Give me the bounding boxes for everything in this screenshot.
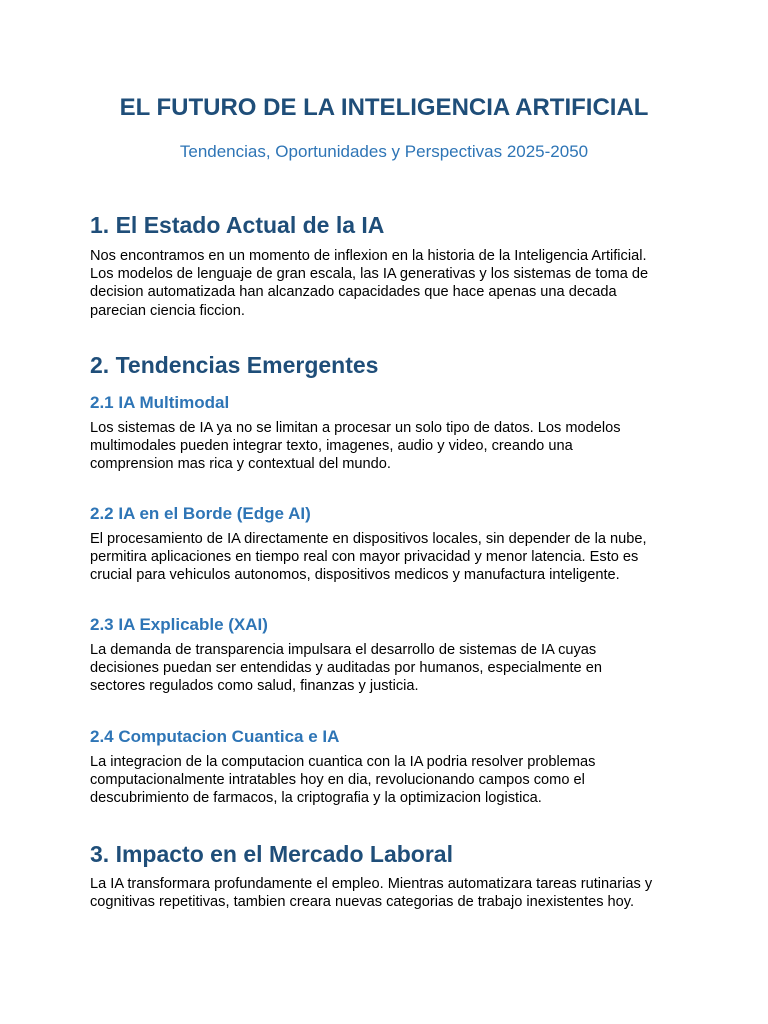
paragraph-line: descubrimiento de farmacos, la criptografia y la optimizacion logistica. <box>90 790 542 807</box>
section-3-paragraph <box>90 875 690 911</box>
paragraph-line: computacionalmente intratables hoy en dia, revolucionando campos como el <box>90 772 585 789</box>
section-1-paragraph <box>90 247 690 320</box>
paragraph-line: sectores regulados como salud, finanzas y justicia. <box>90 678 419 695</box>
paragraph-line: decisiones puedan ser entendidas y auditadas por humanos, especialmente en <box>90 660 602 677</box>
subsection-2-4-paragraph <box>90 753 690 808</box>
paragraph-line: crucial para vehiculos autonomos, dispositivos medicos y manufactura inteligente. <box>90 567 620 584</box>
paragraph-line: La demanda de transparencia impulsara el desarrollo de sistemas de IA cuyas <box>90 642 597 658</box>
document-title: EL FUTURO DE LA INTELIGENCIA ARTIFICIAL <box>119 94 649 121</box>
paragraph-line: La integracion de la computacion cuantica con la IA podria resolver problemas <box>90 754 596 770</box>
paragraph-line: parecian ciencia ficcion. <box>90 302 245 319</box>
subsection-2-2-heading: 2.2 IA en el Borde (Edge AI) <box>90 504 311 523</box>
subsection-2-1-paragraph <box>90 419 690 474</box>
paragraph-line: El procesamiento de IA directamente en dispositivos locales, sin depender de la nube, <box>90 531 647 547</box>
subsection-2-4-heading: 2.4 Computacion Cuantica e IA <box>90 727 340 746</box>
paragraph-line: Los modelos de lenguaje de gran escala, las IA generativas y los sistemas de toma de <box>90 266 649 283</box>
paragraph-line: decision automatizada han alcanzado capacidades que hace apenas una decada <box>90 284 617 301</box>
paragraph-line: Nos encontramos en un momento de inflexion en la historia de la Inteligencia Artificial. <box>90 248 647 264</box>
section-3-heading: 3. Impacto en el Mercado Laboral <box>90 841 453 867</box>
subsection-2-3-heading: 2.3 IA Explicable (XAI) <box>90 615 268 634</box>
paragraph-line: multimodales pueden integrar texto, imagenes, audio y video, creando una <box>90 438 573 455</box>
subsection-2-1-heading: 2.1 IA Multimodal <box>90 393 230 412</box>
paragraph-line: Los sistemas de IA ya no se limitan a procesar un solo tipo de datos. Los modelos <box>90 420 621 436</box>
subsection-2-3-paragraph <box>90 641 690 696</box>
section-2-heading: 2. Tendencias Emergentes <box>90 352 379 378</box>
section-1-heading: 1. El Estado Actual de la IA <box>90 212 385 238</box>
paragraph-line: comprension mas rica y contextual del mundo. <box>90 456 391 473</box>
document-subtitle: Tendencias, Oportunidades y Perspectivas 2025-2050 <box>179 142 589 161</box>
subsection-2-2-paragraph <box>90 530 690 585</box>
paragraph-line: La IA transformara profundamente el empleo. Mientras automatizara tareas rutinarias y <box>90 876 653 892</box>
paragraph-line: cognitivas repetitivas, tambien creara nuevas categorias de trabajo inexistentes hoy. <box>90 894 635 911</box>
paragraph-line: permitira aplicaciones en tiempo real con mayor privacidad y menor latencia. Esto es <box>90 549 639 566</box>
